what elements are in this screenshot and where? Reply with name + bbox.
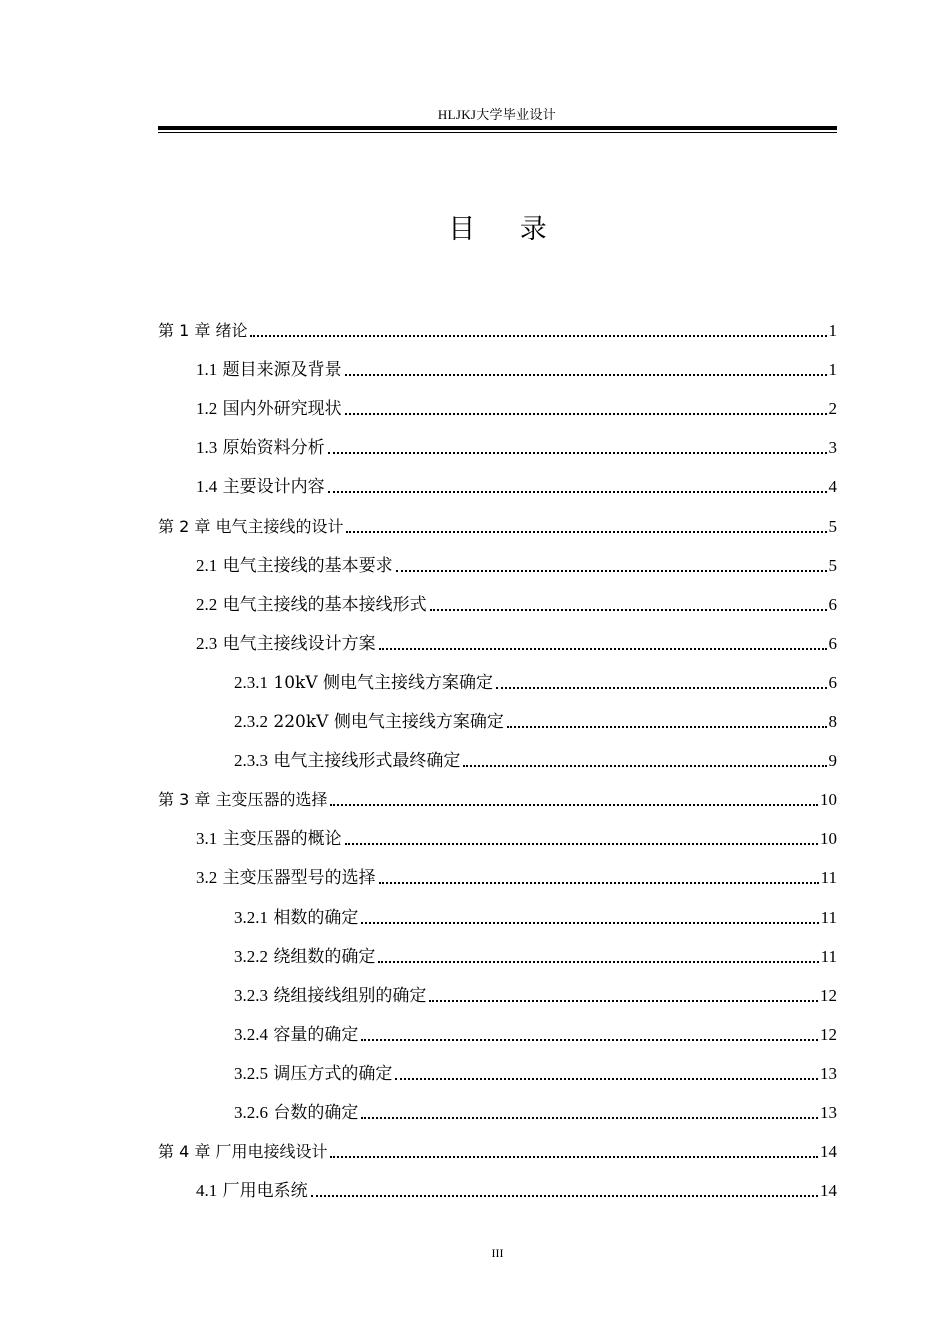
toc-dot-leader [378,961,818,963]
toc-entry-page: 12 [820,985,837,1005]
toc-entry[interactable] [234,1059,837,1085]
toc-entry-page: 11 [820,868,837,888]
toc-entry-number: 1.2 [196,399,218,419]
toc-entry[interactable] [234,942,837,968]
toc-dot-leader [395,1078,818,1080]
toc-entry-number: 1.3 [196,438,218,458]
toc-entry-number: 3.2 [196,868,218,888]
toc-dot-leader [463,765,826,767]
toc-entry-title: 厂用电系统 [222,1181,308,1202]
toc-entry[interactable] [196,472,837,498]
header-title: HLJKJ大学毕业设计 [437,107,557,122]
toc-entry-page: 3 [828,438,837,458]
toc-dot-leader [328,452,827,454]
toc-entry-page: 1 [828,360,837,380]
toc-dot-leader [311,1195,818,1197]
toc-entry[interactable] [158,1137,837,1163]
toc-entry-title: 绕组数的确定 [273,946,376,967]
toc-entry-number: 3.2.5 [234,1063,268,1083]
toc-entry-title: 绪论 [215,321,248,340]
toc-entry-number: 3.2.6 [234,1103,268,1122]
toc-entry-page: 11 [820,907,837,927]
toc-dot-leader [345,374,827,376]
toc-entry-title: 绕组接线组别的确定 [273,985,427,1006]
toc-entry[interactable] [196,590,837,616]
toc-entry[interactable] [158,785,837,811]
toc-dot-leader [345,413,827,415]
toc-dot-leader [396,570,827,572]
toc-entry-number: 第 2 章 [158,516,211,536]
toc-dot-leader [330,804,818,806]
toc-entry-title: 台数的确定 [273,1103,359,1123]
toc-entry[interactable] [234,903,837,929]
toc-entry-title: 调压方式的确定 [273,1063,393,1084]
toc-entry[interactable] [196,551,837,577]
toc-entry-title: 主要设计内容 [222,477,325,498]
toc-dot-leader [496,687,826,689]
toc-entry[interactable] [234,707,837,733]
toc-entry[interactable] [196,824,837,850]
toc-dot-leader [345,843,818,845]
toc-dot-leader [379,882,819,884]
toc-entry-page: 8 [828,712,837,731]
toc-entry-page: 4 [828,477,837,497]
toc-entry-number: 2.2 [196,594,218,614]
toc-entry-number: 第 3 章 [158,790,211,810]
toc-title: 目 录 [448,214,565,245]
toc-entry[interactable] [234,981,837,1007]
toc-entry-page: 10 [820,829,837,849]
toc-entry-title: 题目来源及背景 [222,360,342,381]
toc-dot-leader [346,531,826,533]
toc-entry[interactable] [158,512,837,538]
toc-entry-page: 6 [828,594,837,614]
toc-entry-number: 第 4 章 [158,1142,211,1162]
toc-entry-number: 3.2.1 [234,907,268,927]
toc-entry[interactable] [196,863,837,889]
toc-entry-number: 2.3.3 [234,751,268,771]
toc-entry-number: 2.3.1 [234,672,268,692]
toc-entry-number: 3.2.3 [234,985,268,1005]
toc-dot-leader [379,648,827,650]
toc-entry-title: 主变压器的概论 [222,829,342,850]
toc-entry-number: 3.2.2 [234,946,268,966]
toc-entry-number: 2.1 [196,555,218,575]
toc-entry[interactable] [196,355,837,381]
toc-entry[interactable] [196,433,837,459]
toc-entry-page: 11 [820,946,837,966]
toc-entry[interactable] [234,1098,837,1124]
toc-entry-number: 1.4 [196,477,218,497]
toc-dot-leader [250,335,826,337]
toc-entry-page: 13 [820,1103,837,1122]
toc-entry-number: 3.1 [196,829,218,849]
toc-dot-leader [330,1156,818,1158]
toc-entry[interactable] [234,1020,837,1046]
toc-dot-leader [430,609,827,611]
toc-entry-title: 电气主接线设计方案 [222,633,376,654]
toc-entry-page: 5 [828,516,837,536]
toc-entry-title: 容量的确定 [273,1024,359,1045]
toc-entry-title: 原始资料分析 [222,438,325,459]
toc-entry-number: 4.1 [196,1181,218,1201]
toc-entry[interactable] [234,746,837,772]
toc-dot-leader [361,922,818,924]
toc-entry-title: 电气主接线的基本接线形式 [222,594,427,615]
toc-entry-title: 电气主接线形式最终确定 [273,751,461,772]
toc-entry-title: 厂用电接线设计 [215,1142,328,1162]
toc-entry-title: 主变压器型号的选择 [222,868,376,889]
toc-entry-page: 9 [828,751,837,771]
toc-entry-title: 相数的确定 [273,907,359,928]
toc-entry-title: 电气主接线的基本要求 [222,555,393,576]
toc-entry-number: 2.3 [196,633,218,653]
toc-entry-page: 1 [828,321,837,340]
toc-dot-leader [429,1000,818,1002]
toc-entry-number: 3.2.4 [234,1024,268,1044]
toc-entry-title: 10kV 侧电气主接线方案确定 [273,672,494,693]
toc-entry[interactable] [234,668,837,694]
toc-entry[interactable] [158,316,837,342]
toc-entry[interactable] [196,394,837,420]
footer-page-number: III [491,1246,504,1260]
toc-entry-page: 5 [828,555,837,575]
toc-entry-page: 14 [820,1181,837,1201]
toc-entry-title: 220kV 侧电气主接线方案确定 [273,712,504,732]
toc-entry-number: 1.1 [196,360,218,380]
toc-entry-page: 12 [820,1024,837,1044]
toc-entry-page: 14 [820,1142,837,1162]
toc-entry[interactable] [196,629,837,655]
toc-entry-page: 13 [820,1063,837,1083]
toc-entry-page: 2 [828,399,837,419]
toc-entry-page: 6 [828,672,837,692]
toc-entry-page: 6 [828,633,837,653]
toc-entry-title: 电气主接线的设计 [215,516,344,536]
toc-dot-leader [361,1039,818,1041]
toc-entry-title: 主变压器的选择 [215,790,328,810]
toc-entry-number: 第 1 章 [158,321,211,340]
toc-entry-title: 国内外研究现状 [222,399,342,420]
toc-dot-leader [361,1117,818,1119]
toc-entry-number: 2.3.2 [234,712,268,731]
toc-entry[interactable] [196,1176,837,1202]
toc-entry-page: 10 [820,790,837,810]
toc-dot-leader [507,726,827,728]
toc-dot-leader [328,491,827,493]
